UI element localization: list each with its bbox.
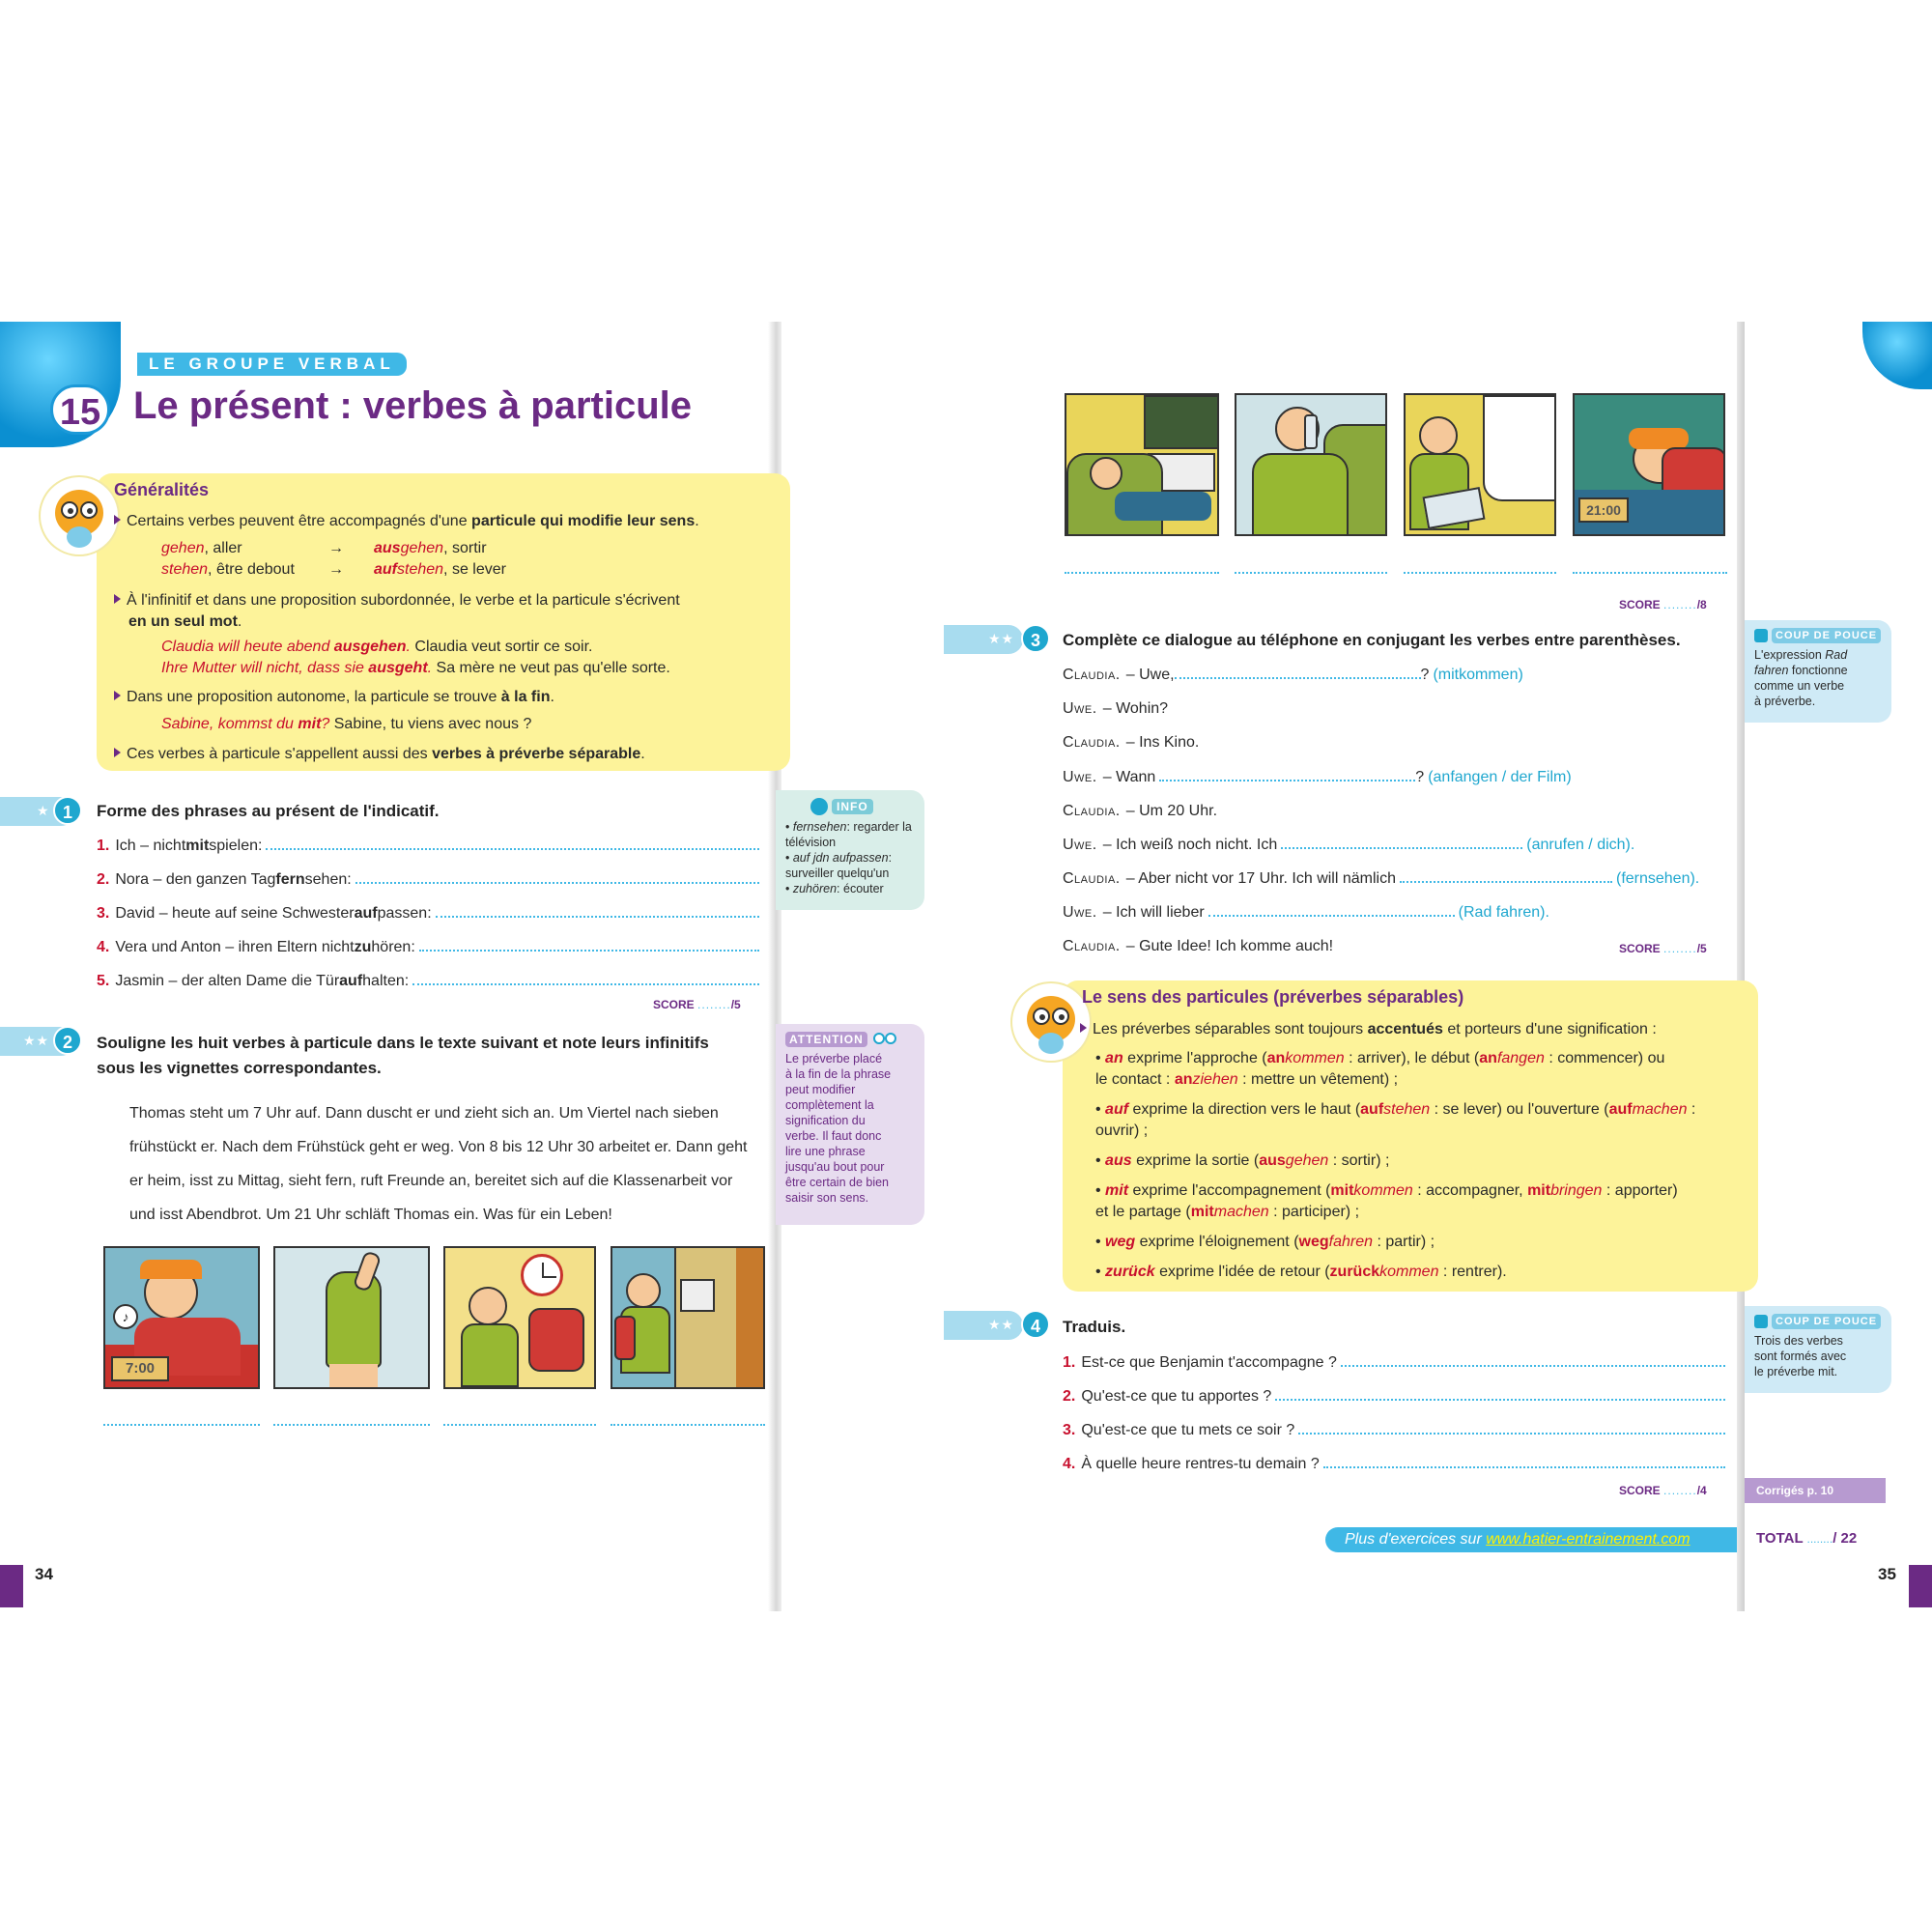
answer-blank[interactable] [1208,903,1455,917]
difficulty-stars: ★★ [23,1033,50,1048]
rule-2-example-2: Ihre Mutter will nicht, dass sie ausgeht. Sa mère ne veut pas qu'elle sorte. [161,660,670,676]
dialogue-line[interactable]: Claudia. – Uwe, ? (mitkommen) [1063,667,1523,683]
exercise-1-item[interactable]: 3. David – heute auf seine Schwester auf passen: [97,903,759,924]
sens-bullet: • zurück exprime l'idée de retour (zurückkommen : rentrer). [1095,1264,1507,1280]
bullet-arrow-icon [114,515,121,525]
vignette-answer-line[interactable] [103,1422,260,1426]
exercise-4-tab [944,1311,1023,1340]
exercise-2-score: SCORE ......../8 [1619,598,1707,611]
coup-de-pouce-note-2: COUP DE POUCE Trois des verbes sont formés avec le préverbe mit. [1745,1306,1891,1393]
example-pair-2: stehen, être debout [161,561,295,578]
vignette-wake-up [103,1246,260,1389]
vignette-door [611,1246,765,1389]
rule-2: À l'infinitif et dans une proposition subordonnée, le verbe et la particule s'écrivent en un seul mot. [114,590,771,633]
sens-bullet: • weg exprime l'éloignement (wegfahren : partir) ; [1095,1234,1435,1250]
rule-3: Dans une proposition autonome, la particule se trouve à la fin. [114,687,771,708]
mailbox-icon [680,1279,715,1312]
generalites-title: Généralités [114,480,210,499]
info-note: INFO • fernsehen: regarder la télévision • auf jdn aufpassen: surveiller quelqu'un • zuhören: écouter [776,790,924,910]
exercise-4-item[interactable]: 4. À quelle heure rentres-tu demain ? [1063,1454,1725,1475]
exercise-3-badge: 3 [1021,624,1050,653]
rule-4: Ces verbes à particule s'appellent aussi des verbes à préverbe séparable. [114,744,771,765]
school-bag [528,1308,584,1372]
exercise-4-item[interactable]: 1. Est-ce que Benjamin t'accompagne ? [1063,1352,1725,1374]
owl-mascot-icon [41,477,118,554]
page-number-right: 35 [1878,1565,1896,1583]
dialogue-line: Claudia. – Gute Idee! Ich komme auch! [1063,938,1334,954]
total-score: TOTAL ......../ 22 [1756,1530,1858,1547]
exercise-2-text[interactable]: Thomas steht um 7 Uhr auf. Dann duscht er und zieht sich an. Um Viertel nach sieben frühstückt er. Nach dem Frühstück geht er weg. Von 8 bis 12 Uhr 30 arbeitet er. Dann geht er heim, isst zu Mittag, sieht fern, ruft Freunde an, bereitet sich auf die Klassenarbeit vor und isst Abendbrot. Um 21 Uhr schläft Thomas ein. Was für ein Leben! [129,1105,748,1223]
difficulty-stars: ★★ [988,1317,1015,1332]
sens-bullet: • aus exprime la sortie (ausgehen : sortir) ; [1095,1152,1390,1169]
sens-intro: Les préverbes séparables sont toujours accentués et porteurs d'une signification : [1080,1019,1747,1040]
answer-blank[interactable] [436,904,759,918]
exercise-4-item[interactable]: 3. Qu'est-ce que tu mets ce soir ? [1063,1420,1725,1441]
exercise-1-item[interactable]: 1. Ich – nicht mit spielen: [97,836,759,857]
dialogue-line[interactable]: Uwe. – Ich will lieber (Rad fahren). [1063,904,1549,921]
answer-blank[interactable] [412,972,759,985]
more-exercises-banner: Plus d'exercices sur www.hatier-entrainement.com [1325,1527,1737,1552]
vignette-answer-line[interactable] [1235,570,1387,574]
vignette-leaving [443,1246,596,1389]
answer-blank[interactable] [1275,1387,1725,1401]
example-result-1: ausgehen, sortir [374,540,487,556]
vignette-answer-line[interactable] [611,1422,765,1426]
wall-clock-icon [521,1254,563,1296]
section-label: LE GROUPE VERBAL [137,353,407,376]
music-note-icon: ♪ [113,1304,138,1329]
example-pair-1: gehen, aller [161,540,242,556]
answer-blank[interactable] [419,938,759,952]
vignette-sleep [1573,393,1725,536]
difficulty-stars: ★ [37,803,50,818]
thumbs-up-icon [1754,1315,1768,1328]
dialogue-line[interactable]: Uwe. – Ich weiß noch nicht. Ich (anrufen / dich). [1063,837,1635,853]
dialogue-line: Uwe. – Wohin? [1063,700,1169,717]
vignette-dressing [273,1246,430,1389]
page-number-left: 34 [35,1565,53,1583]
exercise-4-item[interactable]: 2. Qu'est-ce que tu apportes ? [1063,1386,1725,1407]
sens-bullet-list [1095,1048,1752,1292]
corner-bubble [1862,322,1932,389]
exercise-3-tab [944,625,1023,654]
rule-2-example-1: Claudia will heute abend ausgehen. Claudia veut sortir ce soir. [161,639,593,655]
vignette-answer-line[interactable] [443,1422,596,1426]
exercise-1-title: Forme des phrases au présent de l'indicatif. [97,802,440,820]
vignette-answer-line[interactable] [1065,570,1219,574]
vignette-homework [1404,393,1556,536]
thumbs-up-icon [1754,629,1768,642]
exercise-1-badge: 1 [53,796,82,825]
sens-bullet: • mit exprime l'accompagnement (mitkommen : accompagner, mitbringen : apporter) et le partage (mitmachen : participer) ; [1095,1182,1678,1220]
vignette-answer-line[interactable] [273,1422,430,1426]
dialogue-line: Claudia. – Ins Kino. [1063,734,1200,751]
exercise-1-item[interactable]: 2. Nora – den ganzen Tag fern sehen: [97,869,759,891]
answer-blank[interactable] [1159,768,1415,781]
answer-blank[interactable] [1323,1455,1725,1468]
example-result-2: aufstehen, se lever [374,561,506,578]
answer-blank[interactable] [1281,836,1522,849]
answer-blank[interactable] [355,870,759,884]
vignette-phone [1235,393,1387,536]
exercise-2-title-line-2: sous les vignettes correspondantes. [97,1059,382,1077]
sens-particules-title: Le sens des particules (préverbes séparables) [1082,987,1464,1007]
attention-note: ATTENTION Le préverbe placé à la fin de la phrase peut modifier complètement la signification du verbe. Il faut donc lire une phrase jusqu'au bout pour être certain de bien saisir son sens. [776,1024,924,1225]
difficulty-stars: ★★ [988,631,1015,646]
chapter-number: 15 [50,384,110,435]
rule-1: Certains verbes peuvent être accompagnés d'une particule qui modifie leur sens. [114,511,781,532]
arrow-1: → [328,540,344,556]
answer-blank[interactable] [1400,869,1612,883]
eyes-icon [873,1033,896,1046]
alarm-clock: 21:00 [1578,497,1629,523]
vignette-answer-line[interactable] [1573,570,1727,574]
exercise-4-badge: 4 [1021,1310,1050,1339]
arrow-2: → [328,561,344,578]
exercise-4-title: Traduis. [1063,1318,1126,1336]
sens-bullet: • auf exprime la direction vers le haut (aufstehen : se lever) ou l'ouverture (aufmachen : ouvrir) ; [1095,1101,1696,1139]
exercise-2-title-line-1: Souligne les huit verbes à particule dans le texte suivant et note leurs infinitifs [97,1034,709,1052]
page-edge [1737,322,1745,1611]
dialogue-line[interactable]: Claudia. – Aber nicht vor 17 Uhr. Ich will nämlich (fernsehen). [1063,870,1700,887]
owl-mascot-icon [1012,983,1090,1061]
page-title: Le présent : verbes à particule [133,384,693,427]
answer-blank[interactable] [1298,1421,1725,1435]
alarm-clock: 7:00 [111,1356,169,1381]
owl-icon [810,798,828,815]
corriges-link[interactable]: Corrigés p. 10 [1745,1478,1886,1503]
exercise-3-title: Complète ce dialogue au téléphone en conjugant les verbes entre parenthèses. [1063,631,1681,649]
exercise-4-score: SCORE ......../4 [1619,1484,1707,1497]
coup-de-pouce-note-1: COUP DE POUCE L'expression Rad fahren fonctionne comme un verbe à préverbe. [1745,620,1891,723]
sens-bullet: • an exprime l'approche (ankommen : arriver), le début (anfangen : commencer) ou le contact : anziehen : mettre un vêtement) ; [1095,1050,1665,1088]
rule-3-example: Sabine, kommst du mit? Sabine, tu viens avec nous ? [161,716,532,732]
exercise-2-badge: 2 [53,1026,82,1055]
website-link[interactable]: www.hatier-entrainement.com [1486,1531,1690,1548]
answer-blank[interactable] [1341,1353,1725,1367]
page-tab-right [1909,1565,1932,1607]
exercise-1-score: SCORE ......../5 [653,998,741,1011]
dialogue-line: Claudia. – Um 20 Uhr. [1063,803,1218,819]
answer-blank[interactable] [266,837,759,850]
exercise-1-item[interactable]: 4. Vera und Anton – ihren Eltern nicht zu hören: [97,937,759,958]
dialogue-line[interactable]: Uwe. – Wann ? (anfangen / der Film) [1063,769,1572,785]
vignette-tv [1065,393,1219,536]
exercise-1-item[interactable]: 5. Jasmin – der alten Dame die Tür auf halten: [97,971,759,992]
exercise-3-score: SCORE ......../5 [1619,942,1707,955]
phone-icon [1304,414,1318,449]
vignette-answer-line[interactable] [1404,570,1556,574]
page-tab-left [0,1565,23,1607]
answer-blank[interactable] [1175,666,1421,679]
